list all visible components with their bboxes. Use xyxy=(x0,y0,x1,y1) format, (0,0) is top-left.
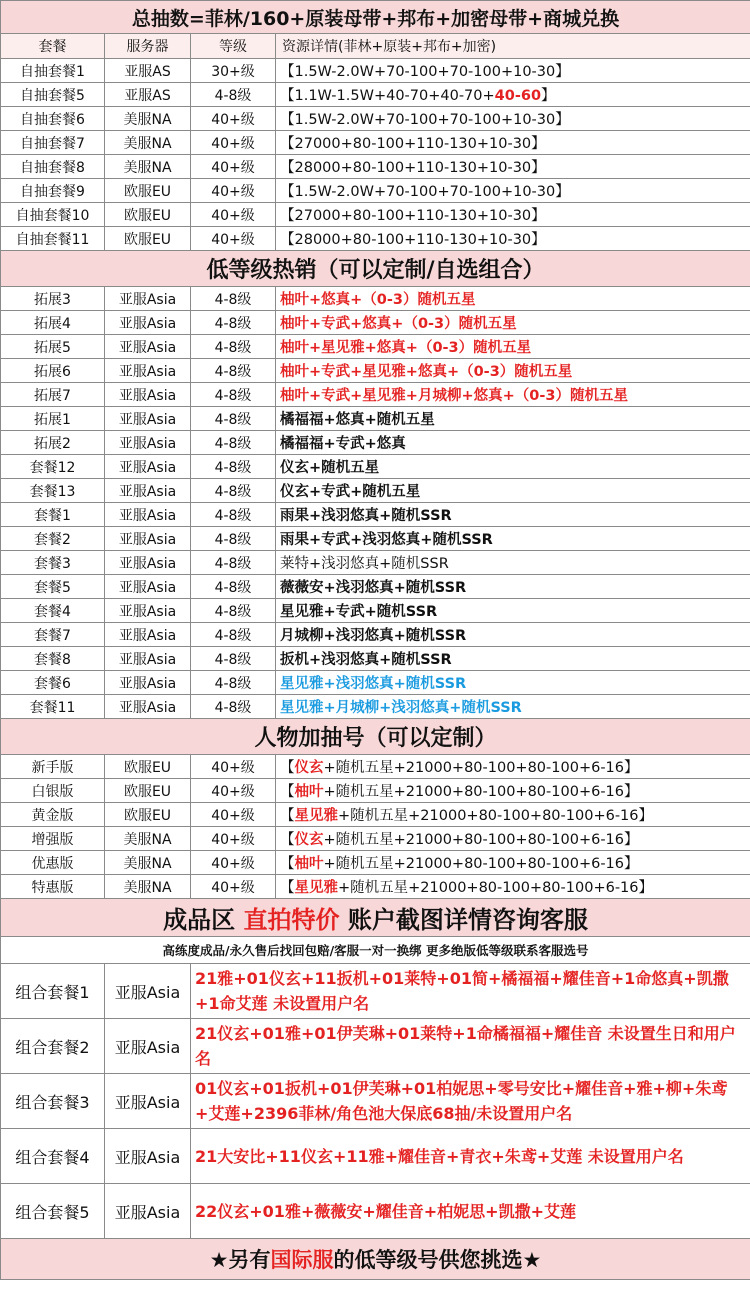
detail-text: 】 xyxy=(541,88,556,104)
level: 40+级 xyxy=(191,803,276,827)
detail-text: +随机五星+21000+80-100+80-100+6-16】 xyxy=(338,808,653,824)
banner-text: 成品区 xyxy=(163,906,244,934)
header-package: 套餐 xyxy=(1,34,105,59)
table-row xyxy=(1,311,750,335)
table-row xyxy=(1,503,750,527)
resource-detail: 柚叶+星见雅+悠真+（0-3）随机五星 xyxy=(276,335,750,359)
server: 亚服Asia xyxy=(105,383,191,407)
server: 欧服EU xyxy=(105,179,191,203)
resource-detail xyxy=(276,875,750,899)
server: 亚服Asia xyxy=(105,695,191,719)
package-name: 套餐12 xyxy=(1,455,105,479)
server: 亚服Asia xyxy=(105,407,191,431)
server: 美服NA xyxy=(105,107,191,131)
package-name: 拓展7 xyxy=(1,383,105,407)
table-row xyxy=(1,527,750,551)
level: 40+级 xyxy=(191,827,276,851)
resource-detail: 星见雅+月城柳+浅羽悠真+随机SSR xyxy=(276,695,750,719)
detail-text: +随机五星+21000+80-100+80-100+6-16】 xyxy=(338,880,653,896)
table-row xyxy=(1,875,750,899)
resource-detail: 【1.5W-2.0W+70-100+70-100+10-30】 xyxy=(276,179,750,203)
package-name: 拓展5 xyxy=(1,335,105,359)
detail-text: 【 xyxy=(280,808,295,824)
banner-text: 账户截图详情咨询客服 xyxy=(339,906,588,934)
server: 欧服EU xyxy=(105,227,191,251)
resource-detail: 【1.5W-2.0W+70-100+70-100+10-30】 xyxy=(276,107,750,131)
detail-text: +随机五星+21000+80-100+80-100+6-16】 xyxy=(323,784,639,800)
level: 4-8级 xyxy=(191,527,276,551)
banner-international xyxy=(1,1239,750,1280)
detail-text: 【 xyxy=(280,784,295,800)
level: 40+级 xyxy=(191,779,276,803)
package-name: 自抽套餐5 xyxy=(1,83,105,107)
server: 亚服Asia xyxy=(105,551,191,575)
package-name: 套餐8 xyxy=(1,647,105,671)
resource-detail: 星见雅+专武+随机SSR xyxy=(276,599,750,623)
package-name: 自抽套餐9 xyxy=(1,179,105,203)
table-row xyxy=(1,1184,750,1239)
detail-highlight: 柚叶 xyxy=(294,784,324,800)
banner-highlight: 国际服 xyxy=(270,1248,334,1272)
table-row xyxy=(1,107,750,131)
resource-detail: 薇薇安+浅羽悠真+随机SSR xyxy=(276,575,750,599)
resource-detail xyxy=(276,803,750,827)
package-name: 套餐7 xyxy=(1,623,105,647)
resource-detail xyxy=(276,779,750,803)
server: 亚服Asia xyxy=(105,527,191,551)
table-row xyxy=(1,827,750,851)
detail-text: +随机五星+21000+80-100+80-100+6-16】 xyxy=(323,832,639,848)
level: 4-8级 xyxy=(191,647,276,671)
server: 亚服Asia xyxy=(105,964,191,1019)
server: 欧服EU xyxy=(105,755,191,779)
package-name: 套餐4 xyxy=(1,599,105,623)
server: 欧服EU xyxy=(105,779,191,803)
banner-total-draws: 总抽数=菲林/160+原装母带+邦布+加密母带+商城兑换 xyxy=(1,1,750,34)
table-row xyxy=(1,695,750,719)
level: 4-8级 xyxy=(191,551,276,575)
table-row xyxy=(1,599,750,623)
package-name: 特惠版 xyxy=(1,875,105,899)
server: 亚服Asia xyxy=(105,1184,191,1239)
package-name: 增强版 xyxy=(1,827,105,851)
resource-detail: 【1.5W-2.0W+70-100+70-100+10-30】 xyxy=(276,59,750,83)
resource-detail xyxy=(276,851,750,875)
resource-detail: 星见雅+浅羽悠真+随机SSR xyxy=(276,671,750,695)
server: 亚服Asia xyxy=(105,503,191,527)
table-row xyxy=(1,575,750,599)
package-name: 套餐1 xyxy=(1,503,105,527)
server: 亚服Asia xyxy=(105,479,191,503)
level: 40+级 xyxy=(191,107,276,131)
table-row xyxy=(1,287,750,311)
level: 4-8级 xyxy=(191,671,276,695)
table-row xyxy=(1,851,750,875)
table-row xyxy=(1,671,750,695)
table-row xyxy=(1,803,750,827)
table-row xyxy=(1,203,750,227)
resource-detail: 【28000+80-100+110-130+10-30】 xyxy=(276,227,750,251)
banner-text: ★另有 xyxy=(209,1248,271,1272)
level: 4-8级 xyxy=(191,359,276,383)
detail-highlight: 仪玄 xyxy=(294,832,324,848)
resource-detail: 01仪玄+01扳机+01伊芙琳+01柏妮思+零号安比+耀佳音+雅+柳+朱鸢+艾莲+2396菲林/角色池大保底68抽/未设置用户名 xyxy=(191,1074,750,1129)
package-name: 优惠版 xyxy=(1,851,105,875)
resource-detail: 莱特+浅羽悠真+随机SSR xyxy=(276,551,750,575)
server: 美服NA xyxy=(105,851,191,875)
level: 4-8级 xyxy=(191,575,276,599)
resource-detail: 【27000+80-100+110-130+10-30】 xyxy=(276,203,750,227)
server: 亚服Asia xyxy=(105,599,191,623)
server: 亚服Asia xyxy=(105,311,191,335)
detail-text: +随机五星+21000+80-100+80-100+6-16】 xyxy=(323,760,639,776)
resource-detail: 橘福福+专武+悠真 xyxy=(276,431,750,455)
level: 30+级 xyxy=(191,59,276,83)
level: 4-8级 xyxy=(191,431,276,455)
table-row xyxy=(1,83,750,107)
server: 亚服AS xyxy=(105,83,191,107)
package-name: 拓展2 xyxy=(1,431,105,455)
package-name: 自抽套餐6 xyxy=(1,107,105,131)
resource-detail: 柚叶+悠真+（0-3）随机五星 xyxy=(276,287,750,311)
package-name: 黄金版 xyxy=(1,803,105,827)
table-row xyxy=(1,964,750,1019)
table-row xyxy=(1,479,750,503)
table-row xyxy=(1,779,750,803)
table-row xyxy=(1,131,750,155)
server: 亚服Asia xyxy=(105,575,191,599)
server: 亚服Asia xyxy=(105,359,191,383)
resource-detail: 仪玄+随机五星 xyxy=(276,455,750,479)
server: 亚服Asia xyxy=(105,647,191,671)
package-name: 组合套餐5 xyxy=(1,1184,105,1239)
resource-detail: 扳机+浅羽悠真+随机SSR xyxy=(276,647,750,671)
level: 4-8级 xyxy=(191,287,276,311)
table-row xyxy=(1,623,750,647)
table-row xyxy=(1,755,750,779)
level: 40+级 xyxy=(191,131,276,155)
resource-detail xyxy=(276,755,750,779)
banner-character-accounts: 人物加抽号（可以定制） xyxy=(1,719,750,755)
server: 欧服EU xyxy=(105,203,191,227)
level: 4-8级 xyxy=(191,503,276,527)
server: 亚服Asia xyxy=(105,1074,191,1129)
header-resource-detail: 资源详情(菲林+原装+邦布+加密) xyxy=(276,34,750,59)
table-row xyxy=(1,155,750,179)
table-row xyxy=(1,59,750,83)
table-row xyxy=(1,431,750,455)
package-name: 套餐2 xyxy=(1,527,105,551)
package-name: 自抽套餐7 xyxy=(1,131,105,155)
detail-text: +随机五星+21000+80-100+80-100+6-16】 xyxy=(323,856,639,872)
detail-text: 【1.1W-1.5W+40-70+40-70+ xyxy=(280,88,495,104)
resource-detail: 雨果+专武+浅羽悠真+随机SSR xyxy=(276,527,750,551)
detail-highlight: 仪玄 xyxy=(294,760,324,776)
level: 40+级 xyxy=(191,155,276,179)
resource-detail: 柚叶+专武+悠真+（0-3）随机五星 xyxy=(276,311,750,335)
package-name: 拓展1 xyxy=(1,407,105,431)
level: 40+级 xyxy=(191,875,276,899)
package-name: 组合套餐2 xyxy=(1,1019,105,1074)
level: 4-8级 xyxy=(191,623,276,647)
server: 亚服Asia xyxy=(105,1019,191,1074)
resource-detail: 21仪玄+01雅+01伊芙琳+01莱特+1命橘福福+耀佳音 未设置生日和用户名 xyxy=(191,1019,750,1074)
server: 亚服Asia xyxy=(105,671,191,695)
resource-detail: 仪玄+专武+随机五星 xyxy=(276,479,750,503)
resource-detail: 雨果+浅羽悠真+随机SSR xyxy=(276,503,750,527)
detail-highlight: 40-60 xyxy=(494,88,542,104)
resource-detail: 21大安比+11仪玄+11雅+耀佳音+青衣+朱鸢+艾莲 未设置用户名 xyxy=(191,1129,750,1184)
package-name: 组合套餐4 xyxy=(1,1129,105,1184)
package-name: 新手版 xyxy=(1,755,105,779)
package-name: 组合套餐1 xyxy=(1,964,105,1019)
table-row xyxy=(1,1129,750,1184)
banner-text: 的低等级号供您挑选★ xyxy=(333,1248,542,1272)
level: 4-8级 xyxy=(191,311,276,335)
level: 40+级 xyxy=(191,755,276,779)
level: 40+级 xyxy=(191,227,276,251)
detail-text: 【 xyxy=(280,832,295,848)
table-row xyxy=(1,383,750,407)
level: 4-8级 xyxy=(191,335,276,359)
level: 4-8级 xyxy=(191,479,276,503)
server: 亚服Asia xyxy=(105,287,191,311)
header-server: 服务器 xyxy=(105,34,191,59)
server: 亚服Asia xyxy=(105,1129,191,1184)
package-name: 套餐3 xyxy=(1,551,105,575)
table-row xyxy=(1,1074,750,1129)
detail-text: 【 xyxy=(280,760,295,776)
package-name: 自抽套餐10 xyxy=(1,203,105,227)
table-row xyxy=(1,227,750,251)
resource-detail: 月城柳+浅羽悠真+随机SSR xyxy=(276,623,750,647)
package-name: 白银版 xyxy=(1,779,105,803)
resource-detail: 柚叶+专武+星见雅+月城柳+悠真+（0-3）随机五星 xyxy=(276,383,750,407)
server: 美服NA xyxy=(105,875,191,899)
package-name: 自抽套餐11 xyxy=(1,227,105,251)
resource-detail: 柚叶+专武+星见雅+悠真+（0-3）随机五星 xyxy=(276,359,750,383)
package-name: 套餐5 xyxy=(1,575,105,599)
server: 亚服Asia xyxy=(105,455,191,479)
server: 美服NA xyxy=(105,155,191,179)
level: 4-8级 xyxy=(191,383,276,407)
level: 40+级 xyxy=(191,179,276,203)
table-row xyxy=(1,1019,750,1074)
resource-detail xyxy=(276,827,750,851)
table-row xyxy=(1,335,750,359)
resource-detail xyxy=(276,83,750,107)
resource-detail: 【28000+80-100+110-130+10-30】 xyxy=(276,155,750,179)
table-row xyxy=(1,551,750,575)
resource-detail: 21雅+01仪玄+11扳机+01莱特+01简+橘福福+耀佳音+1命悠真+凯撒+1命艾莲 未设置用户名 xyxy=(191,964,750,1019)
server: 美服NA xyxy=(105,827,191,851)
level: 4-8级 xyxy=(191,455,276,479)
table-row xyxy=(1,359,750,383)
resource-detail: 【27000+80-100+110-130+10-30】 xyxy=(276,131,750,155)
detail-highlight: 柚叶 xyxy=(294,856,324,872)
package-name: 组合套餐3 xyxy=(1,1074,105,1129)
package-name: 套餐13 xyxy=(1,479,105,503)
table-row xyxy=(1,647,750,671)
level: 40+级 xyxy=(191,851,276,875)
package-name: 自抽套餐8 xyxy=(1,155,105,179)
resource-detail: 橘福福+悠真+随机五星 xyxy=(276,407,750,431)
server: 美服NA xyxy=(105,131,191,155)
table-row xyxy=(1,455,750,479)
table-header xyxy=(1,34,750,59)
package-name: 拓展3 xyxy=(1,287,105,311)
detail-highlight: 星见雅 xyxy=(294,808,338,824)
server: 亚服Asia xyxy=(105,431,191,455)
detail-highlight: 星见雅 xyxy=(294,880,338,896)
server: 亚服Asia xyxy=(105,623,191,647)
server: 亚服AS xyxy=(105,59,191,83)
package-name: 自抽套餐1 xyxy=(1,59,105,83)
level: 40+级 xyxy=(191,203,276,227)
server: 欧服EU xyxy=(105,803,191,827)
package-name: 套餐6 xyxy=(1,671,105,695)
table-row xyxy=(1,407,750,431)
level: 4-8级 xyxy=(191,599,276,623)
detail-text: 【 xyxy=(280,856,295,872)
service-notice: 高练度成品/永久售后找回包赔/客服一对一换绑 更多绝版低等级联系客服选号 xyxy=(1,937,750,964)
banner-low-level-hot: 低等级热销（可以定制/自选组合） xyxy=(1,251,750,287)
server: 亚服Asia xyxy=(105,335,191,359)
level: 4-8级 xyxy=(191,407,276,431)
banner-product-zone xyxy=(1,899,750,937)
banner-highlight: 直拍特价 xyxy=(243,906,340,934)
package-name: 套餐11 xyxy=(1,695,105,719)
resource-detail: 22仪玄+01雅+薇薇安+耀佳音+柏妮思+凯撒+艾莲 xyxy=(191,1184,750,1239)
package-name: 拓展6 xyxy=(1,359,105,383)
level: 4-8级 xyxy=(191,695,276,719)
level: 4-8级 xyxy=(191,83,276,107)
detail-text: 【 xyxy=(280,880,295,896)
package-name: 拓展4 xyxy=(1,311,105,335)
header-level: 等级 xyxy=(191,34,276,59)
table-row xyxy=(1,179,750,203)
